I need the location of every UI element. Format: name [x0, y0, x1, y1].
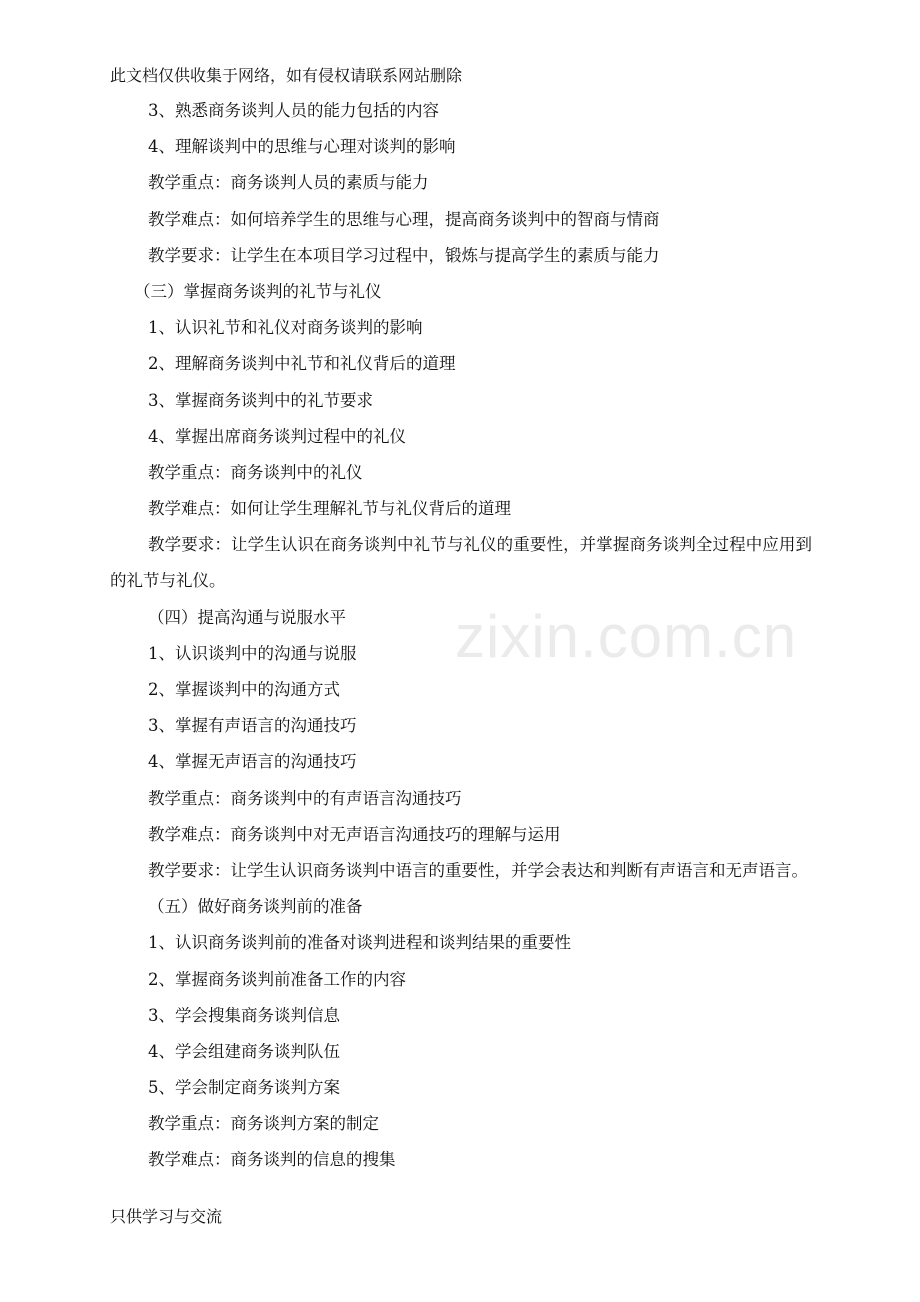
header-note: 此文档仅供收集于网络，如有侵权请联系网站删除	[110, 66, 463, 85]
list-item: 4、掌握出席商务谈判过程中的礼仪	[148, 426, 406, 446]
list-item: 3、熟悉商务谈判人员的能力包括的内容	[148, 101, 439, 120]
list-item: 2、掌握谈判中的沟通方式	[148, 680, 340, 700]
teaching-difficulty: 教学难点：如何让学生理解礼节与礼仪背后的道理	[148, 499, 511, 519]
list-item: 1、认识礼节和礼仪对商务谈判的影响	[148, 318, 423, 338]
teaching-focus: 教学重点：商务谈判中的有声语言沟通技巧	[148, 788, 462, 808]
section-heading: （五）做好商务谈判前的准备	[148, 897, 363, 917]
document-body	[110, 93, 812, 1179]
list-item: 3、掌握有声语言的沟通技巧	[148, 716, 357, 736]
list-item: 3、掌握商务谈判中的礼节要求	[148, 390, 373, 410]
teaching-difficulty: 教学难点：商务谈判的信息的搜集	[148, 1150, 396, 1170]
teaching-requirement: 教学要求：让学生在本项目学习过程中，锻炼与提高学生的素质与能力	[148, 245, 660, 265]
teaching-difficulty: 教学难点：如何培养学生的思维与心理，提高商务谈判中的智商与情商	[148, 209, 660, 229]
list-item: 1、认识商务谈判前的准备对谈判进程和谈判结果的重要性	[148, 933, 571, 953]
list-item: 5、学会制定商务谈判方案	[148, 1078, 340, 1098]
list-item: 4、理解谈判中的思维与心理对谈判的影响	[148, 137, 456, 157]
list-item: 3、学会搜集商务谈判信息	[148, 1005, 340, 1025]
list-item: 4、学会组建商务谈判队伍	[148, 1041, 340, 1061]
teaching-requirement: 教学要求：让学生认识商务谈判中语言的重要性，并学会表达和判断有声语言和无声语言。	[148, 860, 808, 880]
list-item: 1、认识谈判中的沟通与说服	[148, 643, 357, 663]
list-item: 2、掌握商务谈判前准备工作的内容	[148, 969, 406, 989]
teaching-requirement: 教学要求：让学生认识在商务谈判中礼节与礼仪的重要性，并掌握商务谈判全过程中应用到的礼节与礼仪。	[110, 535, 812, 591]
list-item: 2、理解商务谈判中礼节和礼仪背后的道理	[148, 354, 456, 374]
section-heading: （三）掌握商务谈判的礼节与礼仪	[134, 281, 382, 301]
footer-note: 只供学习与交流	[110, 1207, 223, 1226]
teaching-difficulty: 教学难点：商务谈判中对无声语言沟通技巧的理解与运用	[148, 824, 561, 844]
teaching-focus: 教学重点：商务谈判中的礼仪	[148, 462, 363, 482]
teaching-focus: 教学重点：商务谈判人员的素质与能力	[148, 173, 429, 193]
teaching-focus: 教学重点：商务谈判方案的制定	[148, 1114, 379, 1134]
section-heading: （四）提高沟通与说服水平	[148, 607, 346, 627]
watermark: zixin.com.cn	[455, 603, 798, 670]
list-item: 4、掌握无声语言的沟通技巧	[148, 752, 357, 772]
